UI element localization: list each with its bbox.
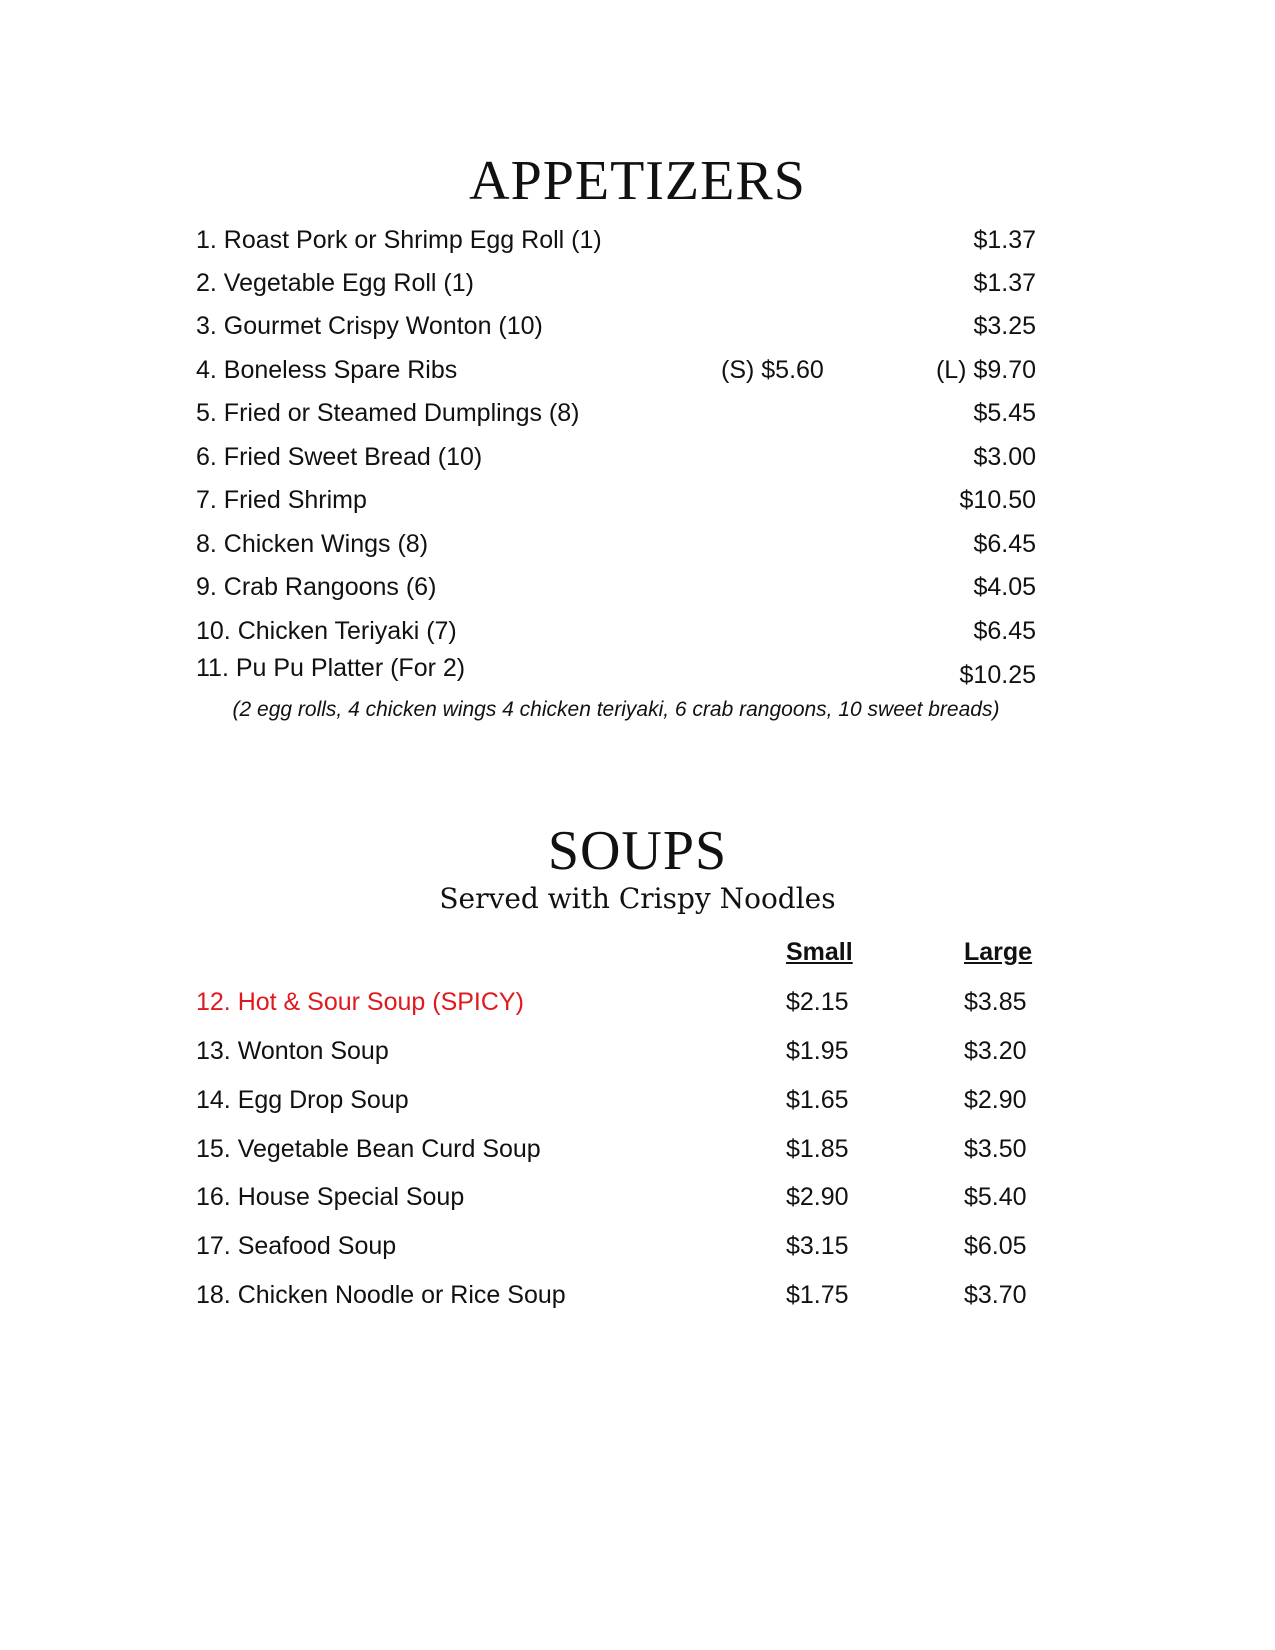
menu-item (196, 1228, 1036, 1264)
menu-item (196, 526, 1036, 562)
item-name: 5. Fried or Steamed Dumplings (8) (196, 399, 580, 427)
item-name: 13. Wonton Soup (196, 1037, 389, 1065)
menu-item (196, 569, 1036, 605)
item-price: $3.00 (973, 443, 1036, 471)
item-name: 6. Fried Sweet Bread (10) (196, 443, 483, 471)
item-price: $5.45 (973, 399, 1036, 427)
menu-item (196, 395, 1036, 431)
item-price-large: $3.20 (964, 1037, 1027, 1065)
item-price-large: (L) $9.70 (935, 356, 1036, 384)
item-name: 15. Vegetable Bean Curd Soup (196, 1135, 541, 1163)
item-price-large: $5.40 (964, 1183, 1027, 1211)
platter-note: (2 egg rolls, 4 chicken wings 4 chicken teriyaki, 6 crab rangoons, 10 sweet breads) (232, 698, 1000, 721)
item-price: $1.37 (973, 226, 1036, 254)
item-price-small: $1.95 (786, 1037, 849, 1065)
item-price-large: $6.05 (964, 1232, 1027, 1260)
item-name: 17. Seafood Soup (196, 1232, 397, 1260)
soup-column-headers (196, 934, 1036, 970)
item-price-small: $1.85 (786, 1135, 849, 1163)
item-price-large: $3.70 (964, 1281, 1027, 1309)
menu-item (196, 482, 1036, 518)
menu-item (196, 613, 1036, 649)
menu-item (196, 352, 1036, 388)
item-name: 10. Chicken Teriyaki (7) (196, 617, 457, 645)
menu-item-spicy (196, 984, 1036, 1020)
item-price: $6.45 (973, 617, 1036, 645)
menu-item (196, 1131, 1036, 1167)
item-name: 16. House Special Soup (196, 1183, 465, 1211)
item-name: 4. Boneless Spare Ribs (196, 356, 458, 384)
menu-item (196, 650, 1036, 689)
item-name: 7. Fried Shrimp (196, 486, 367, 514)
appetizers-title: APPETIZERS (469, 150, 806, 212)
item-name: 14. Egg Drop Soup (196, 1086, 409, 1114)
menu-item (196, 1277, 1036, 1313)
item-name: 12. Hot & Sour Soup (SPICY) (196, 988, 524, 1016)
menu-item (196, 222, 1036, 258)
menu-item (196, 1179, 1036, 1215)
menu-item (196, 1082, 1036, 1118)
item-price: $6.45 (973, 530, 1036, 558)
small-column-header: Small (786, 938, 853, 966)
item-price: $10.25 (959, 661, 1036, 689)
item-name: 2. Vegetable Egg Roll (1) (196, 269, 474, 297)
soups-title: SOUPS (547, 820, 728, 882)
item-price: $10.50 (959, 486, 1036, 514)
item-price: $4.05 (973, 573, 1036, 601)
item-name: 8. Chicken Wings (8) (196, 530, 429, 558)
menu-item (196, 265, 1036, 301)
item-name: 18. Chicken Noodle or Rice Soup (196, 1281, 566, 1309)
menu-item (196, 308, 1036, 344)
item-price-small: $1.65 (786, 1086, 849, 1114)
item-price-large: $3.85 (964, 988, 1027, 1016)
menu-item (196, 439, 1036, 475)
item-name: 9. Crab Rangoons (6) (196, 573, 437, 601)
item-name: 3. Gourmet Crispy Wonton (10) (196, 312, 543, 340)
item-price-small: $2.15 (786, 988, 849, 1016)
item-name: 11. Pu Pu Platter (For 2) (196, 654, 466, 682)
large-column-header: Large (964, 938, 1033, 966)
item-price: $3.25 (973, 312, 1036, 340)
soups-subtitle: Served with Crispy Noodles (439, 882, 836, 915)
item-price-small: $1.75 (786, 1281, 849, 1309)
item-price-large: $2.90 (964, 1086, 1027, 1114)
item-price: $1.37 (973, 269, 1036, 297)
item-price-small: $2.90 (786, 1183, 849, 1211)
item-price-large: $3.50 (964, 1135, 1027, 1163)
item-name: 1. Roast Pork or Shrimp Egg Roll (1) (196, 226, 602, 254)
item-price-small: $3.15 (786, 1232, 849, 1260)
item-price-small: (S) $5.60 (721, 356, 824, 384)
menu-item (196, 1033, 1036, 1069)
